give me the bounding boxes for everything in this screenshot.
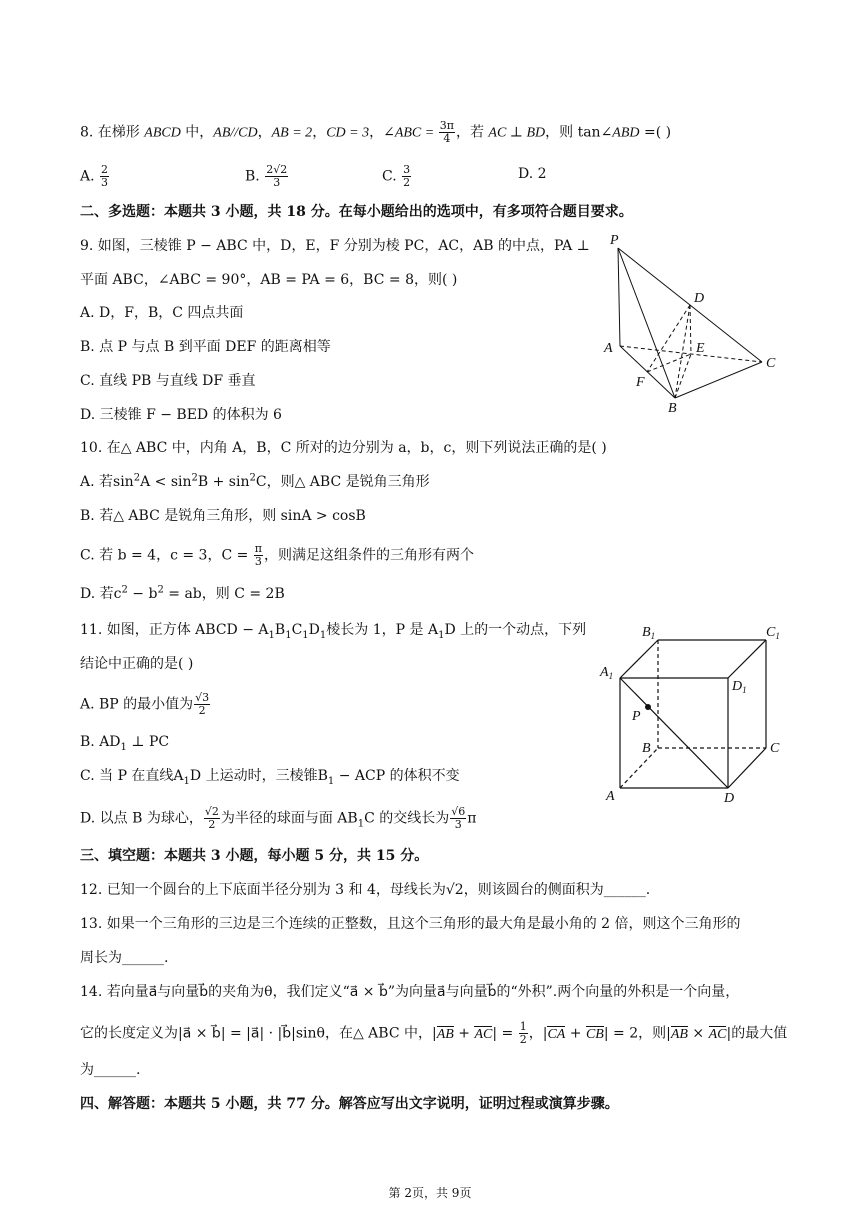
text: A. 若sin <box>80 474 134 490</box>
point-P-dot <box>645 704 651 710</box>
q13-stem-line2: 周长为______. <box>80 950 169 966</box>
q8-option-a <box>80 164 110 189</box>
q8-math: AB = 2 <box>271 125 313 141</box>
superscript: 2 <box>133 472 141 484</box>
q11-option-b <box>80 732 169 752</box>
frac-den: 3 <box>273 176 281 189</box>
label-B: B <box>642 741 651 756</box>
text: + <box>453 1025 475 1042</box>
text: | = 2，则| <box>603 1025 671 1042</box>
q9-option-c: C. 直线 PB 与直线 DF 垂直 <box>80 373 256 389</box>
label-A1: $A_1$ <box>600 665 614 681</box>
q8-option-d: D. 2 <box>518 166 547 182</box>
text: D 上运动时，三棱锥B <box>189 768 328 784</box>
q8-text: ，则 tan∠ <box>545 124 613 141</box>
fraction <box>204 806 220 831</box>
fraction <box>194 692 210 717</box>
text: C 的交线长为 <box>364 810 450 827</box>
superscript: 2 <box>191 472 198 484</box>
text: 为半径的球面与面 AB <box>220 810 358 827</box>
frac-den: 2 <box>208 818 216 831</box>
frac-num: 2√2 <box>266 163 288 176</box>
frac-num: 3 <box>403 163 411 176</box>
label-P: P <box>610 233 619 248</box>
option-label: C. <box>382 168 402 185</box>
q10-option-d <box>80 584 285 604</box>
text: D. 以点 B 为球心， <box>80 810 203 827</box>
q14-stem-line3: 为______. <box>80 1062 141 1078</box>
text: C. 当 P 在直线A <box>80 768 184 784</box>
fraction <box>450 806 466 831</box>
q8-stem <box>80 120 671 145</box>
superscript: 2 <box>157 584 164 596</box>
frac-num: √3 <box>195 691 210 704</box>
frac-num: 2 <box>101 163 109 176</box>
text: π <box>467 810 477 827</box>
section-heading-multiple-choice: 二、多选题：本题共 3 小题，共 18 分。在每小题给出的选项中，有多项符合题目要求。 <box>80 204 633 220</box>
q11-stem-line2: 结论中正确的是( ) <box>80 656 194 672</box>
text: D <box>308 622 320 638</box>
text: 棱长为 1，P 是 A <box>326 622 439 638</box>
text: − b <box>127 586 158 602</box>
q14-stem-line2 <box>80 1021 787 1046</box>
subscript: 1 <box>183 775 190 787</box>
q10-stem: 10. 在△ ABC 中，内角 A，B，C 所对的边分别为 a，b，c，则下列说法正确的是( ) <box>80 440 607 456</box>
q11-option-c <box>80 766 460 786</box>
q12-stem: 12. 已知一个圆台的上下底面半径分别为 3 和 4，母线长为√2，则该圆台的侧面积为______. <box>80 882 651 898</box>
q9-stem-line2: 平面 ABC，∠ABC = 90°，AB = PA = 6，BC = 8，则( ) <box>80 272 458 288</box>
option-fraction <box>265 164 288 189</box>
q10-option-a <box>80 472 430 492</box>
q9-option-a: A. D，F，B，C 四点共面 <box>80 305 244 321</box>
option-label: A. <box>80 168 100 185</box>
text: B + sin <box>197 474 250 490</box>
q8-math: ABC = <box>394 125 438 141</box>
text: B <box>274 622 286 638</box>
text: | = <box>492 1025 518 1042</box>
subscript: 1 <box>357 818 365 830</box>
text: A < sin <box>140 474 192 490</box>
q8-text: ，∠ <box>369 124 395 141</box>
q8-math: AC ⊥ BD <box>488 125 546 141</box>
text: 11. 如图，正方体 ABCD − A <box>80 622 269 638</box>
frac-den: 3 <box>254 555 262 568</box>
frac-den: 2 <box>198 704 206 717</box>
label-C: C <box>770 741 780 756</box>
label-A: A <box>606 789 615 804</box>
vector: AC <box>708 1026 727 1042</box>
q9-option-b: B. 点 P 与点 B 到平面 DEF 的距离相等 <box>80 339 331 355</box>
q11-option-a <box>80 692 211 717</box>
subscript: 1 <box>268 629 275 641</box>
text: ⊥ PC <box>126 734 170 750</box>
subscript: 1 <box>327 775 335 787</box>
label-A: A <box>604 341 613 356</box>
subscript: 1 <box>302 629 309 641</box>
fraction <box>254 543 263 568</box>
frac-den: 3 <box>101 176 109 189</box>
q10-option-b: B. 若△ ABC 是锐角三角形，则 sinA > cosB <box>80 508 366 524</box>
subscript: 1 <box>285 629 292 641</box>
q8-text: ， <box>312 124 327 141</box>
option-fraction <box>100 164 109 189</box>
q8-math: ABD <box>612 125 640 141</box>
text: C. 若 b = 4，c = 3，C = <box>80 547 253 564</box>
text: D. 若c <box>80 586 122 602</box>
q10-option-c <box>80 543 474 568</box>
text: = ab，则 C = 2B <box>163 586 285 602</box>
text: × <box>687 1025 709 1042</box>
q8-math: ABCD <box>144 125 181 141</box>
section-heading-fill-in: 三、填空题：本题共 3 小题，每小题 5 分，共 15 分。 <box>80 848 429 864</box>
q14-stem-line1: 14. 若向量a⃗与向量b⃗的夹角为θ，我们定义“a⃗ × b⃗”为向量a⃗与向量b⃗的“外积”.两个向量的外积是一个向量， <box>80 984 740 1000</box>
label-B1: $B_1$ <box>642 625 656 641</box>
frac-den: 3 <box>454 818 462 831</box>
frac-den: 2 <box>519 1033 527 1046</box>
label-D: D <box>724 791 735 806</box>
q8-option-b <box>245 164 289 189</box>
label-C1: $C_1$ <box>766 625 780 641</box>
vector: AB <box>670 1026 688 1042</box>
label-F: F <box>636 375 645 390</box>
text: 上的一个动点，下列 <box>455 622 587 638</box>
text: C <box>291 622 303 638</box>
label-D: D <box>694 291 705 306</box>
frac-num: 3π <box>439 119 454 132</box>
section-heading-solutions: 四、解答题：本题共 5 小题，共 77 分。解答应写出文字说明，证明过程或演算步骤。 <box>80 1096 619 1112</box>
subscript: 1 <box>319 629 327 641</box>
q8-text: ， <box>257 124 272 141</box>
q9-option-d: D. 三棱锥 F − BED 的体积为 6 <box>80 407 282 423</box>
text: ，| <box>528 1025 548 1042</box>
subscript: 1 <box>438 629 445 641</box>
q8-option-c <box>382 164 412 189</box>
text: B. AD <box>80 734 121 750</box>
text: + <box>565 1025 586 1042</box>
text: |的最大值 <box>726 1025 788 1042</box>
vector: CB <box>585 1026 604 1042</box>
subscript: 1 <box>120 741 127 753</box>
q9-stem-line1: 9. 如图，三棱锥 P − ABC 中，D，E，F 分别为棱 PC，AC，AB 的中点，PA ⊥ <box>80 238 590 254</box>
q8-text: =( ) <box>639 124 672 141</box>
frac-num: π <box>254 542 263 555</box>
cube-figure <box>590 620 800 810</box>
vector: AB <box>436 1026 454 1042</box>
label-B: B <box>668 401 677 416</box>
q8-math: CD = 3 <box>326 125 370 141</box>
frac-num: √6 <box>451 805 466 818</box>
vector: AC <box>474 1026 493 1042</box>
text: D <box>444 622 456 638</box>
page-footer: 第 2页，共 9页 <box>388 1186 472 1200</box>
frac-num: √2 <box>204 805 219 818</box>
text: − ACP 的体积不变 <box>334 768 460 784</box>
fraction <box>519 1021 528 1046</box>
q13-stem-line1: 13. 如果一个三角形的三边是三个连续的正整数，且这个三角形的最大角是最小角的 2 倍，则这个三角形的 <box>80 916 741 932</box>
frac-den: 2 <box>403 176 411 189</box>
q8-text: 8. 在梯形 <box>80 124 145 141</box>
option-label: B. <box>245 168 265 185</box>
frac-num: 1 <box>519 1020 527 1033</box>
q8-text: ，若 <box>455 124 489 141</box>
label-D1: $D_1$ <box>732 679 747 695</box>
label-P: P <box>632 709 641 724</box>
superscript: 2 <box>249 472 256 484</box>
q8-text: 中， <box>180 124 214 141</box>
text: C，则△ ABC 是锐角三角形 <box>255 474 430 490</box>
q8-fraction <box>439 120 455 145</box>
vector: CA <box>547 1026 566 1042</box>
label-E: E <box>696 341 705 356</box>
text: ，则满足这组条件的三角形有两个 <box>264 547 475 564</box>
q8-math: AB//CD <box>213 125 258 141</box>
text: 它的长度定义为|a⃗ × b⃗| = |a⃗| · |b⃗|sinθ，在△ ABC 中，| <box>80 1025 437 1042</box>
pyramid-figure <box>590 228 790 418</box>
option-fraction <box>402 164 411 189</box>
q11-option-d <box>80 806 476 831</box>
label-C: C <box>766 356 776 371</box>
q11-stem-line1 <box>80 620 586 640</box>
superscript: 2 <box>121 584 128 596</box>
frac-den: 4 <box>443 132 451 145</box>
text: A. BP 的最小值为 <box>80 696 194 713</box>
